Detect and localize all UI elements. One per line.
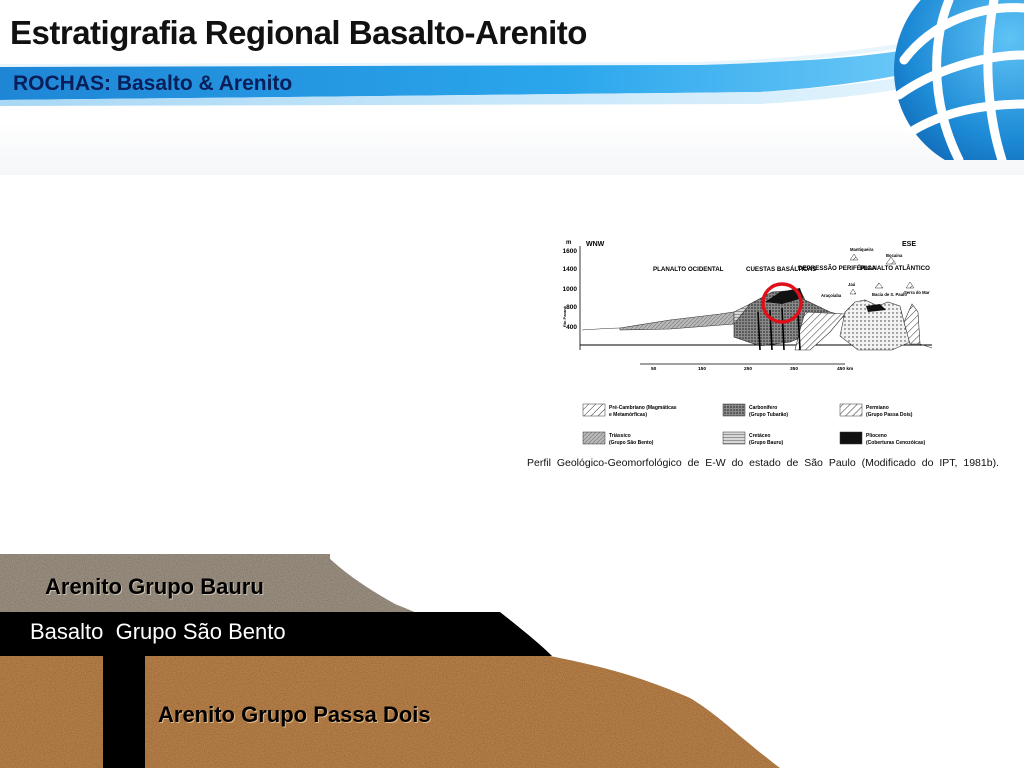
legend-item: (Grupo Tubarão) [749,412,789,418]
figure-caption: Perfil Geológico-Geomorfológico de E-W do estado de São Paulo (Modificado do IPT, 1981b). [527,457,999,469]
region-depressao: DEPRESSÃO PERIFÉRICA [798,265,877,272]
legend-item: Triássico [609,433,631,439]
elevation-unit: m [566,240,572,246]
distance-tick: 150 [698,367,707,372]
place-label: Serra do Mar [904,290,930,295]
legend-item: (Grupo São Bento) [609,440,654,446]
place-label: Rio Paraná [562,306,567,327]
direction-wnw: WNW [586,241,605,248]
elev-tick: 800 [566,304,577,311]
label-basalto-sao-bento: Basalto Grupo São Bento [30,619,286,644]
legend-item: Pré-Cambriano (Magmáticas [609,405,677,411]
place-label: Mantiqueira [850,247,874,252]
legend-item: Carbonífero [749,405,778,411]
distance-tick: 350 [790,367,799,372]
globe-logo-icon [874,0,1024,160]
distance-tick: 50 [651,367,657,372]
region-planalto-ocidental: PLANALTO OCIDENTAL [653,266,724,273]
elev-tick: 1400 [562,266,577,273]
place-label: Bacia de S. Paulo [872,292,907,297]
place-label: Araçoiaba [821,293,842,298]
place-label: Bocaina [886,253,903,258]
page-subtitle: ROCHAS: Basalto & Arenito [13,72,293,95]
elev-tick: 400 [566,324,577,331]
figure-legend [583,404,926,446]
page-title: Estratigrafia Regional Basalto-Arenito [10,14,587,51]
legend-item: e Metamórficas) [609,412,648,418]
elev-tick: 1600 [562,248,577,255]
direction-ese: ESE [902,241,917,248]
geologic-profile-figure [520,232,1020,477]
elev-tick: 1000 [562,286,577,293]
legend-item: Plioceno [866,433,887,439]
place-label: Jaú [848,282,856,287]
basalt-dike [103,648,145,768]
region-cuestas: CUESTAS BASÁLTICAS [746,266,817,273]
legend-item: (Grupo Passa Dois) [866,412,913,418]
region-planalto-atlantico: PLANALTO ATLÂNTICO [860,265,930,272]
legend-item: (Coberturas Cenozóicas) [866,440,926,446]
legend-item: (Grupo Bauru) [749,440,784,446]
legend-item: Cretáceo [749,433,771,439]
label-arenito-bauru: Arenito Grupo Bauru [45,574,264,599]
distance-tick: 250 [744,367,753,372]
label-arenito-passa-dois: Arenito Grupo Passa Dois [158,702,431,727]
legend-item: Permiano [866,405,889,411]
distance-tick: 450 km [837,367,854,372]
